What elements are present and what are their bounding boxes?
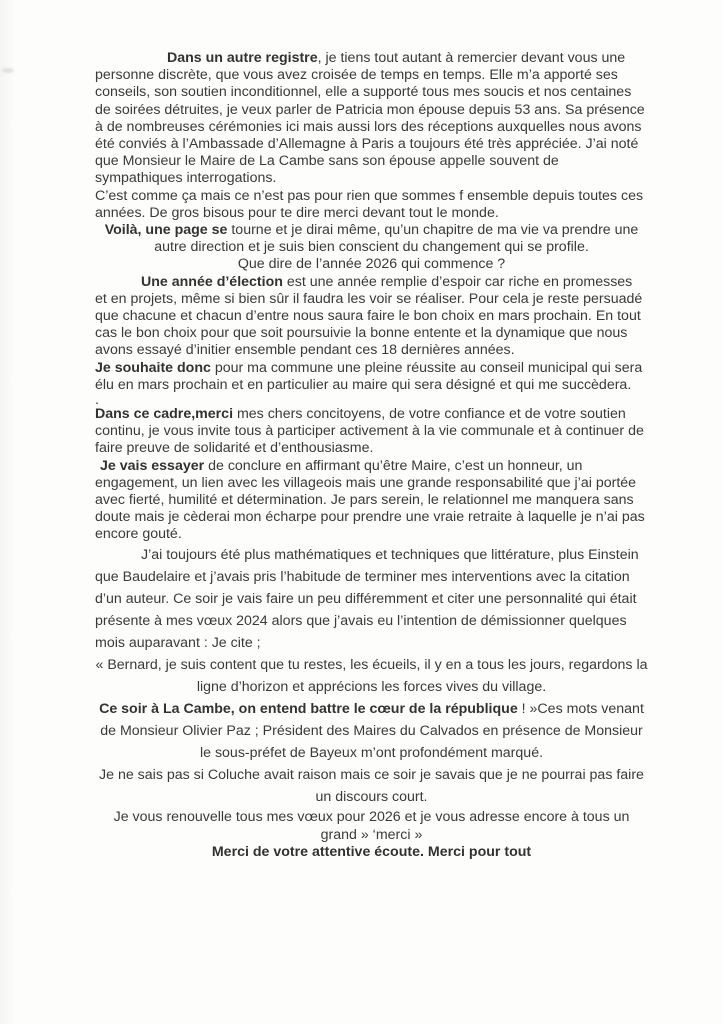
bold-lead-je-souhaite-donc: Je souhaite donc [95, 359, 211, 376]
paragraph-text: mes chers concitoyens, de votre confiance et de votre soutien continu, je vous invite tous à participer activement à la vie communale et à continuer de faire preuve de solidarité et d’enthousiasme. [95, 406, 644, 457]
paragraph-je-souhaite-donc [95, 360, 648, 394]
bold-lead-dans-ce-cadre: Dans ce cadre,merci [95, 406, 234, 423]
paragraph-text: Je ne sais pas si Coluche avait raison mais ce soir je savais que je ne pourrai pas faire un discours court. [99, 766, 644, 805]
speech-text-block [95, 50, 648, 861]
paragraph-voeux-2026 [95, 808, 648, 844]
bold-lead-je-vais-essayer: Je vais essayer [100, 457, 205, 474]
paragraph-text: . [95, 392, 99, 409]
scan-edge-shadow [0, 0, 14, 1024]
line-question-annee-2026 [95, 256, 648, 273]
scan-artifact [2, 68, 14, 73]
paragraph-text: de conclure en affirmant qu’être Maire, c’est un honneur, un engagement, un lien avec les villageois mais une grande responsabilité que j’ai portée avec fierté, humilité et détermination. Je pars serein, le relationnel me manquera sans doute mais je cèderai mon écharpe pour prendre une vraie retraite à laquelle je n’ai pas encore gouté. [95, 457, 645, 543]
bold-merci-finale: Merci de votre attentive écoute. Merci pour tout [211, 843, 532, 860]
paragraph-text: Que dire de l’année 2026 qui commence ? [237, 256, 506, 273]
line-merci-finale [95, 844, 648, 861]
paragraph-text: C’est comme ça mais ce n’est pas pour rien que sommes f ensemble depuis toutes ces années. De gros bisous pour te dire merci devant tout le monde. [95, 187, 644, 221]
paragraph-text: « Bernard, je suis content que tu restes, les écueils, il y en a tous les jours, regardons la ligne d’horizon et apprécions les forces vives du village. [95, 656, 648, 695]
paragraph-text: tourne et je dirai même, qu’un chapitre de ma vie va prendre une autre direction et je suis bien conscient du changement qui se profile. [154, 222, 639, 256]
paragraph-dans-ce-cadre [95, 406, 648, 458]
paragraph-text: J’ai toujours été plus mathématiques et techniques que littérature, plus Einstein que Baudelaire et j’avais pris l’habitude de terminer mes interventions avec la citation d’un auteur. Ce soir je vais faire un peu différemment et citer une personnalité qui était présente à mes vœux 2024 alors que j’avais eu l’intention de démissionner quelques mois auparavant : Je cite ; [95, 546, 639, 651]
paragraph-text: est une année remplie d’espoir car riche en promesses et en projets, même si bien sûr il faudra les voir se réaliser. Pour cela je reste persuadé que chacune et chacun d’entre nous saura faire le bon choix en mars prochain. En tout cas le bon choix pour que soit poursuivie la bonne entente et la dynamique que nous avons essayé d’initier ensemble pendant ces 18 dernières années. [95, 273, 643, 359]
paragraph-text: ! »Ces mots venant de Monsieur Olivier Paz ; Président des Maires du Calvados en présence de Monsieur le sous-préfet de Bayeux m’ont profondément marqué. [100, 700, 644, 761]
paragraph-coluche [95, 764, 648, 808]
paragraph-text: pour ma commune une pleine réussite au conseil municipal qui sera élu en mars prochain et en particulier au maire qui sera désigné et qui me succèdera. [95, 359, 643, 393]
paragraph-text: Je vous renouvelle tous mes vœux pour 2026 et je vous adresse encore à tous un grand » ‘merci » [113, 808, 630, 843]
bold-lead-ce-soir-la-cambe: Ce soir à La Cambe, on entend battre le cœur de la république [99, 700, 518, 717]
bold-lead-autre-registre: Dans un autre registre [167, 50, 318, 66]
paragraph-cest-comme-ca [95, 188, 648, 222]
bold-lead-annee-election: Une année d’élection [141, 273, 283, 290]
paragraph-citation-bernard [95, 654, 648, 698]
paragraph-einstein-baudelaire [95, 544, 648, 654]
paragraph-remerciement-patricia [95, 50, 648, 188]
paragraph-text: , je tiens tout autant à remercier devant vous une personne discrète, que vous avez croisée de temps en temps. Elle m’a apporté ses conseils, son soutien inconditionnel, elle a supporté tous mes soucis et nos centaines de soirées détruites, je veux parler de Patricia mon épouse depuis 53 ans. Sa présence à de nombreuses cérémonies ici mais aussi lors des réceptions auxquelles nous avons été conviés à l’Ambassade d’Allemagne à Paris a toujours été très appréciée. J’ai noté que Monsieur le Maire de La Cambe sans son épouse appelle souvent de sympathiques interrogations. [95, 50, 645, 187]
paragraph-coeur-de-la-republique [95, 698, 648, 764]
bold-lead-voila-une-page: Voilà, une page se [104, 222, 228, 239]
paragraph-annee-election [95, 274, 648, 360]
line-stray-dot [95, 392, 648, 409]
paragraph-je-vais-essayer [95, 458, 648, 544]
paragraph-page-se-tourne [95, 222, 648, 256]
